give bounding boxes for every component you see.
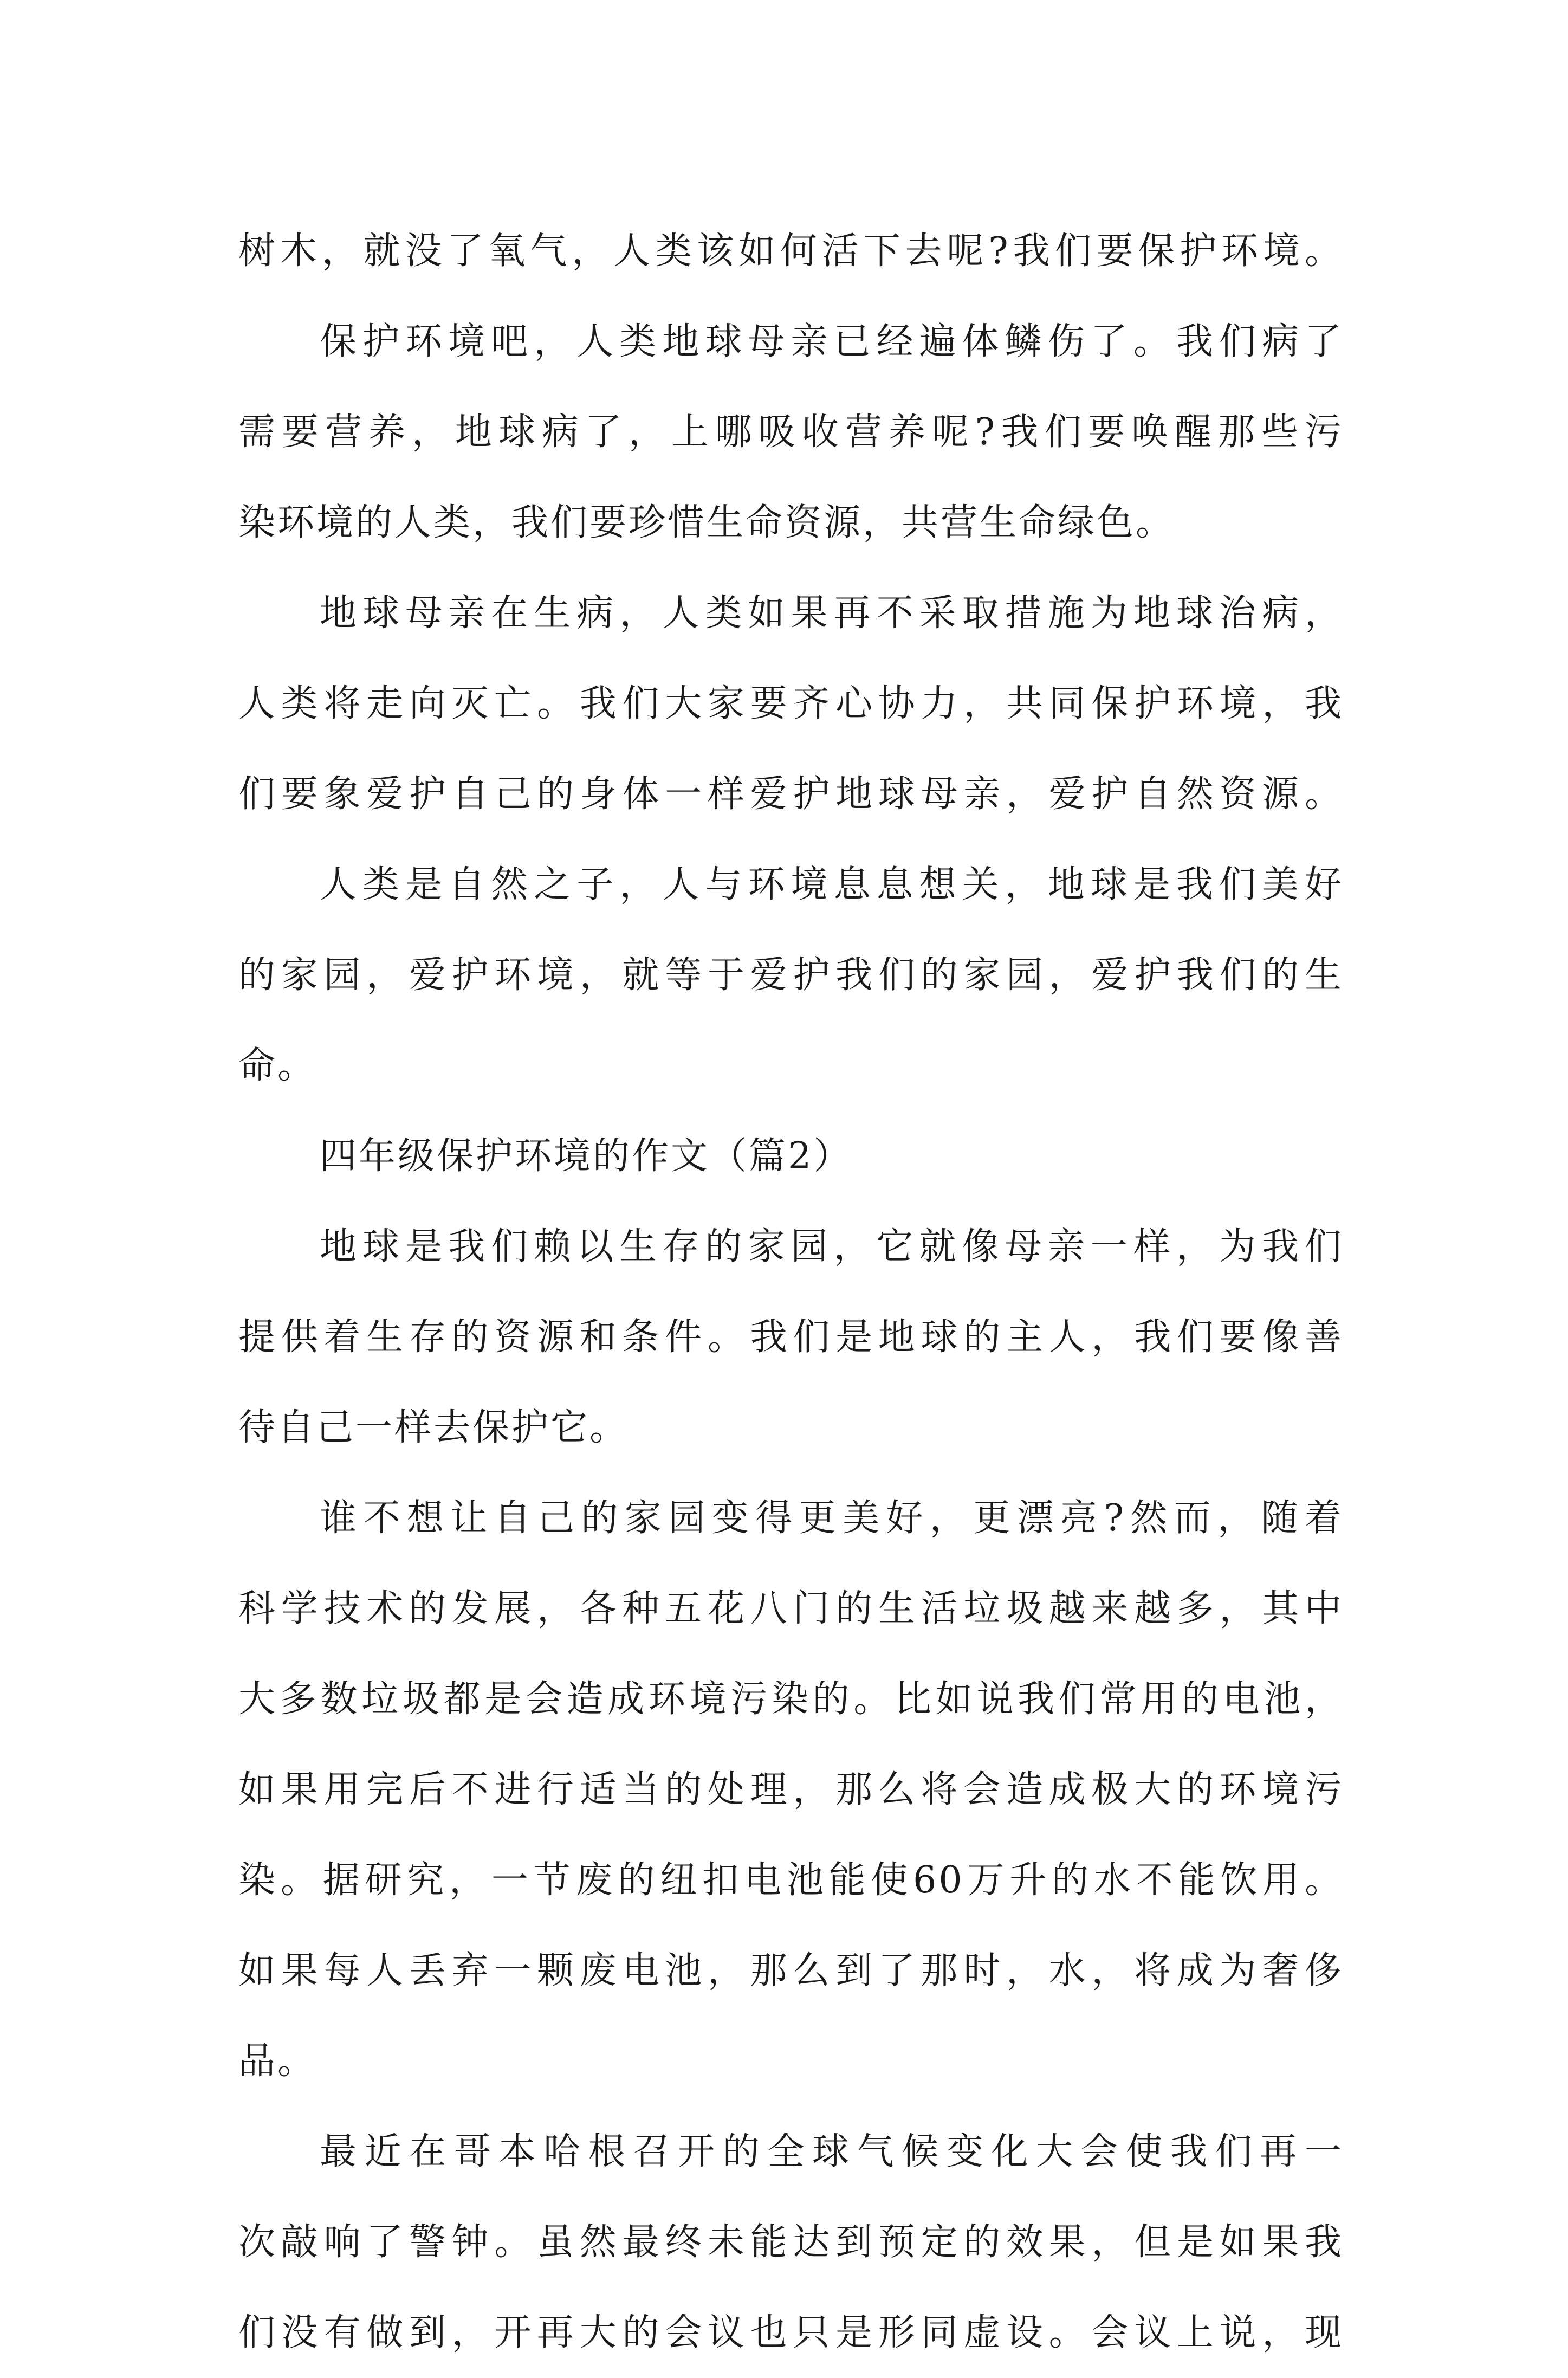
text-line: 染。据研究，一节废的纽扣电池能使60万升的水不能饮用。 <box>238 1859 1344 1902</box>
document-body <box>238 206 1344 2378</box>
text-line: 最近在哥本哈根召开的全球气候变化大会使我们再一 <box>320 2130 1344 2173</box>
text-line: 提供着生存的资源和条件。我们是地球的主人，我们要像善 <box>238 1316 1344 1359</box>
text-line: 的家园，爱护环境，就等于爱护我们的家园，爱护我们的生 <box>238 954 1344 997</box>
text-line: 大多数垃圾都是会造成环境污染的。比如说我们常用的电池， <box>238 1678 1344 1721</box>
text-line: 如果每人丢弃一颗废电池，那么到了那时，水，将成为奢侈 <box>238 1949 1344 1992</box>
text-line: 科学技术的发展，各种五花八门的生活垃圾越来越多，其中 <box>238 1587 1344 1630</box>
text-line: 四年级保护环境的作文（篇2） <box>320 1135 853 1178</box>
text-line: 如果用完后不进行适当的处理，那么将会造成极大的环境污 <box>238 1768 1344 1811</box>
text-line: 谁不想让自己的家园变得更美好，更漂亮?然而，随着 <box>320 1497 1344 1540</box>
text-line: 人类是自然之子，人与环境息息想关，地球是我们美好 <box>320 863 1344 906</box>
text-line: 需要营养，地球病了，上哪吸收营养呢?我们要唤醒那些污 <box>238 411 1344 454</box>
text-line: 次敲响了警钟。虽然最终未能达到预定的效果，但是如果我 <box>238 2221 1344 2264</box>
text-line: 们要象爱护自己的身体一样爱护地球母亲，爱护自然资源。 <box>238 773 1344 816</box>
text-line: 地球是我们赖以生存的家园，它就像母亲一样，为我们 <box>320 1225 1344 1268</box>
text-line: 染环境的人类，我们要珍惜生命资源，共营生命绿色。 <box>238 501 1175 544</box>
text-line: 待自己一样去保护它。 <box>238 1406 629 1449</box>
text-line: 命。 <box>238 1044 317 1087</box>
text-line: 们没有做到，开再大的会议也只是形同虚设。会议上说，现 <box>238 2311 1344 2354</box>
text-line: 地球母亲在生病，人类如果再不采取措施为地球治病， <box>320 592 1344 635</box>
text-line: 保护环境吧，人类地球母亲已经遍体鳞伤了。我们病了 <box>320 320 1344 363</box>
text-line: 树木，就没了氧气，人类该如何活下去呢?我们要保护环境。 <box>238 230 1344 273</box>
text-line: 人类将走向灭亡。我们大家要齐心协力，共同保护环境，我 <box>238 682 1344 725</box>
text-line: 品。 <box>238 2040 317 2083</box>
